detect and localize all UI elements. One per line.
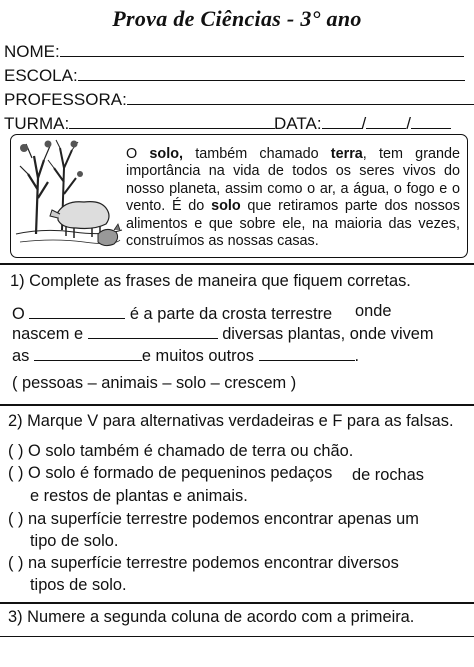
school-field bbox=[4, 64, 465, 84]
class-line[interactable] bbox=[69, 112, 275, 129]
school-line[interactable] bbox=[78, 64, 465, 81]
q1-blank[interactable] bbox=[259, 346, 355, 361]
intro-text: , tem grande importância na vida de todos os seres vivos do nosso planeta, assim como o ar, a água, o fogo e o vento. É do bbox=[126, 146, 460, 215]
q2-option-d-line-2: tipos de solo. bbox=[30, 576, 127, 594]
intro-bold-word: terra bbox=[330, 146, 363, 162]
q1-blank[interactable] bbox=[34, 346, 142, 361]
q1-text: diversas plantas, onde vivem bbox=[222, 325, 434, 343]
q1-word-bank: ( pessoas – animais – solo – crescem ) bbox=[12, 374, 297, 392]
page-title: Prova de Ciências - 3° ano bbox=[112, 6, 362, 31]
q2-option-a[interactable]: ( ) O solo também é chamado de terra ou chão. bbox=[8, 442, 354, 460]
name-field bbox=[4, 40, 464, 60]
date-separator: / bbox=[406, 114, 412, 133]
teacher-field bbox=[4, 88, 474, 108]
q1-text: é a parte da crosta terrestre bbox=[129, 305, 333, 323]
q2-option-c-line-2: tipo de solo. bbox=[30, 532, 119, 550]
date-year-line[interactable] bbox=[411, 112, 451, 129]
q1-text: e muitos outros bbox=[141, 347, 254, 365]
section-divider bbox=[0, 404, 474, 406]
date-month-line[interactable] bbox=[366, 112, 406, 129]
intro-text: O bbox=[126, 146, 150, 162]
teacher-label: PROFESSORA: bbox=[4, 90, 127, 109]
q1-line-1 bbox=[12, 304, 332, 324]
name-label: NOME: bbox=[4, 42, 60, 61]
section-divider bbox=[0, 602, 474, 604]
intro-paragraph bbox=[126, 146, 460, 250]
date-day-line[interactable] bbox=[322, 112, 362, 129]
q2-option-c-line-1[interactable]: ( ) na superfície terrestre podemos encontrar apenas um bbox=[8, 510, 419, 528]
section-divider bbox=[0, 263, 474, 265]
q1-text: as bbox=[12, 347, 30, 365]
q1-text: nascem e bbox=[12, 325, 84, 343]
date-field bbox=[274, 112, 451, 132]
farm-illustration bbox=[14, 138, 124, 252]
q2-option-b-line-2: e restos de plantas e animais. bbox=[30, 487, 248, 505]
class-label: TURMA: bbox=[4, 114, 70, 133]
intro-text: também chamado bbox=[183, 146, 331, 162]
intro-bold-word: solo bbox=[211, 198, 241, 215]
q2-option-b-line-1[interactable]: ( ) O solo é formado de pequeninos pedaços bbox=[8, 464, 333, 482]
q1-blank[interactable] bbox=[88, 324, 218, 339]
q1-line-2 bbox=[12, 324, 434, 344]
q2-option-b-continuation: de rochas bbox=[352, 466, 424, 484]
teacher-line[interactable] bbox=[127, 88, 474, 105]
intro-text: que retiramos parte dos nossos alimentos e que sobre ele, na maioria das vezes, construímos as nossas casas. bbox=[126, 198, 460, 250]
q1-heading: 1) Complete as frases de maneira que fiquem corretas. bbox=[10, 272, 411, 290]
q1-blank[interactable] bbox=[29, 304, 125, 319]
name-line[interactable] bbox=[60, 40, 464, 57]
q1-text: O bbox=[12, 305, 25, 323]
q2-option-d-line-1[interactable]: ( ) na superfície terrestre podemos encontrar diversos bbox=[8, 554, 399, 572]
q1-word-onde: onde bbox=[355, 302, 392, 320]
answer-line bbox=[0, 636, 474, 637]
q1-line-3 bbox=[12, 346, 359, 366]
q3-heading: 3) Numere a segunda coluna de acordo com a primeira. bbox=[8, 608, 415, 626]
date-label: DATA: bbox=[274, 114, 322, 133]
intro-bold-word: solo, bbox=[149, 146, 183, 162]
class-field bbox=[4, 112, 275, 132]
q1-text: . bbox=[354, 347, 360, 365]
date-separator: / bbox=[361, 114, 367, 133]
q2-heading: 2) Marque V para alternativas verdadeiras e F para as falsas. bbox=[8, 412, 454, 430]
school-label: ESCOLA: bbox=[4, 66, 78, 85]
